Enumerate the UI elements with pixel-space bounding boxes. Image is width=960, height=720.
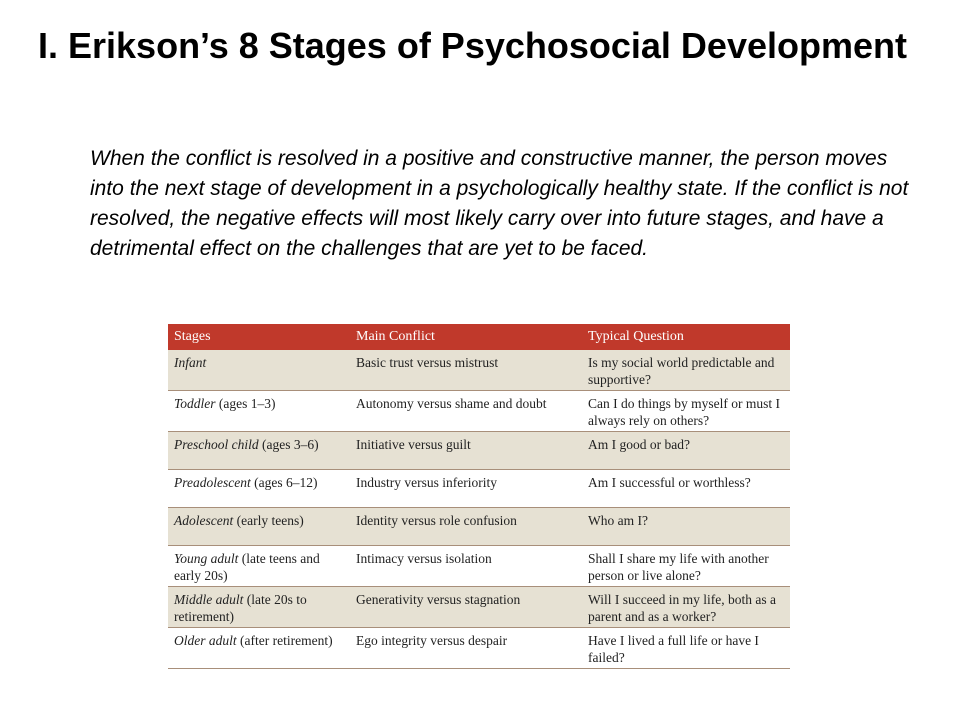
stage-cell [168,391,350,432]
stage-note: (late 20s to retirement) [174,592,307,624]
stage-name: Older adult [174,633,237,648]
question-cell: Who am I? [582,508,790,546]
stage-cell [168,546,350,587]
conflict-cell: Industry versus inferiority [350,470,582,508]
question-cell: Shall I share my life with another person or live alone? [582,546,790,587]
stages-table [168,324,790,669]
stage-note: (ages 3–6) [258,437,319,452]
stage-note: (ages 1–3) [215,396,276,411]
header-stages: Stages [168,324,350,350]
stage-cell [168,508,350,546]
stage-name: Young adult [174,551,239,566]
header-main-conflict: Main Conflict [350,324,582,350]
stage-cell [168,432,350,470]
table-row [168,391,790,432]
table-row [168,587,790,628]
stage-cell [168,350,350,391]
table-row [168,508,790,546]
question-cell: Is my social world predictable and supportive? [582,350,790,391]
stages-table-container [168,324,790,669]
table-row [168,470,790,508]
stage-cell [168,628,350,669]
stage-note: (ages 6–12) [250,475,318,490]
stage-name: Preschool child [174,437,259,452]
stage-note: (late teens and early 20s) [174,551,320,583]
stage-name: Middle adult [174,592,244,607]
conflict-cell: Identity versus role confusion [350,508,582,546]
stage-name: Adolescent [174,513,234,528]
table-row [168,432,790,470]
conflict-cell: Basic trust versus mistrust [350,350,582,391]
table-row [168,350,790,391]
stage-name: Toddler [174,396,216,411]
conflict-cell: Generativity versus stagnation [350,587,582,628]
question-cell: Am I successful or worthless? [582,470,790,508]
conflict-cell: Autonomy versus shame and doubt [350,391,582,432]
header-typical-question: Typical Question [582,324,790,350]
question-cell: Can I do things by myself or must I always rely on others? [582,391,790,432]
table-header-row [168,324,790,350]
question-cell: Am I good or bad? [582,432,790,470]
page-title: I. Erikson’s 8 Stages of Psychosocial Development [38,25,907,66]
conflict-cell: Ego integrity versus despair [350,628,582,669]
table-row [168,546,790,587]
table-row [168,628,790,669]
stage-note: (after retirement) [236,633,333,648]
stage-name: Infant [174,355,207,370]
stage-cell [168,587,350,628]
question-cell: Have I lived a full life or have I failed? [582,628,790,669]
intro-paragraph: When the conflict is resolved in a positive and constructive manner, the person moves into the next stage of development in a psychologically healthy state. If the conflict is not resolved, the negative effects will most likely carry over into future stages, and have a detrimental effect on the challenges that are yet to be faced. [90,147,909,260]
stage-note: (early teens) [233,513,304,528]
question-cell: Will I succeed in my life, both as a parent and as a worker? [582,587,790,628]
conflict-cell: Intimacy versus isolation [350,546,582,587]
stage-cell [168,470,350,508]
stage-name: Preadolescent [174,475,251,490]
conflict-cell: Initiative versus guilt [350,432,582,470]
